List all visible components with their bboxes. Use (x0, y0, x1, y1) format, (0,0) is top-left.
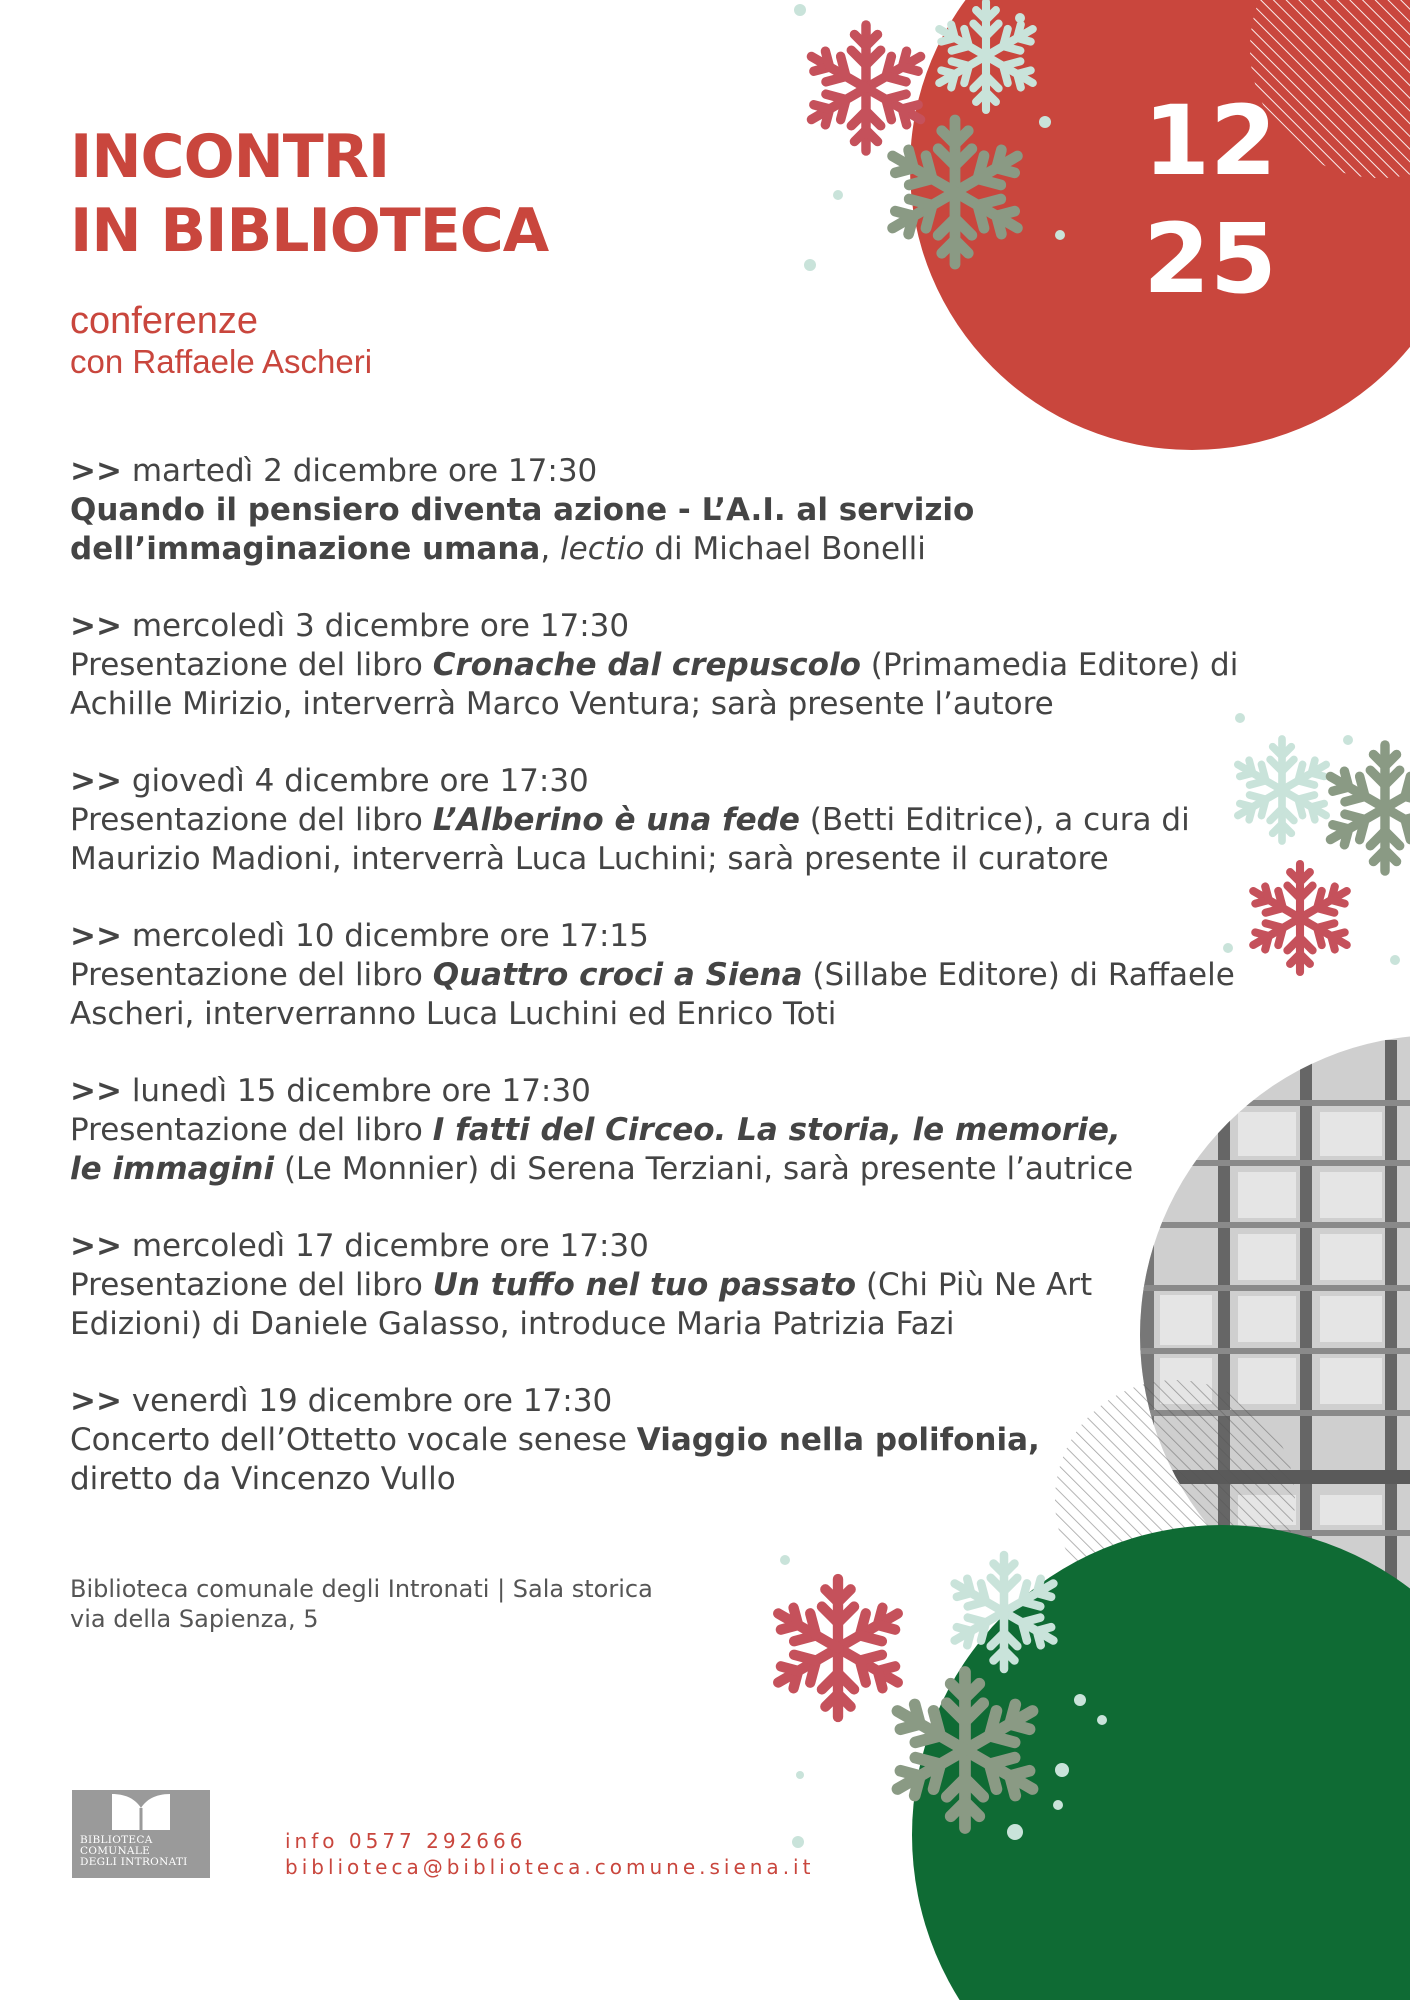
snowflake-icon (770, 1579, 906, 1717)
event-date-text: mercoledì 10 dicembre ore 17:15 (131, 918, 649, 954)
book-title: Quattro croci a Siena (432, 957, 803, 993)
book-title: I fatti del Circeo. La storia, le memorie, le immagini (70, 1112, 1121, 1187)
event-date-text: mercoledì 3 dicembre ore 17:30 (131, 608, 630, 644)
event-prefix: Presentazione del libro (70, 1267, 433, 1303)
title-line: IN BIBLIOTECA (70, 196, 549, 266)
arrow-marker: >> (70, 1383, 122, 1419)
event-item (70, 762, 1310, 879)
concert-title: Viaggio nella polifonia, (636, 1422, 1040, 1458)
event-title: Quando il pensiero diventa azione - L’A.I. al servizio dell’immaginazione umana (70, 492, 975, 567)
event-item (70, 917, 1310, 1034)
event-date-text: martedì 2 dicembre ore 17:30 (131, 453, 598, 489)
book-title: Cronache dal crepuscolo (432, 647, 861, 683)
event-details: diretto da Vincenzo Vullo (70, 1461, 456, 1497)
event-item (70, 1227, 1120, 1344)
event-type: lectio (560, 531, 645, 567)
book-title: Un tuffo nel tuo passato (432, 1267, 857, 1303)
event-date-text: mercoledì 17 dicembre ore 17:30 (131, 1228, 649, 1264)
book-title: L’Alberino è una fede (432, 802, 800, 838)
event-prefix: Concerto dell’Ottetto vocale senese (70, 1422, 637, 1458)
event-details: (Chi Più Ne Art Edizioni) di Daniele Galasso, introduce Maria Patrizia Fazi (70, 1267, 1093, 1342)
page-title (70, 120, 548, 268)
event-item (70, 452, 1310, 569)
venue-address: via della Sapienza, 5 (70, 1605, 319, 1633)
event-date (70, 607, 1310, 646)
event-list (70, 452, 1310, 1537)
event-prefix: Presentazione del libro (70, 1112, 433, 1148)
snowflake-icon (1323, 745, 1410, 871)
event-date (70, 452, 1310, 491)
event-date (70, 917, 1310, 956)
logo-line: BIBLIOTECA (80, 1834, 153, 1846)
event-item (70, 607, 1310, 724)
event-details: (Le Monnier) di Serena Terziani, sarà presente l’autrice (274, 1151, 1134, 1187)
library-logo (72, 1790, 210, 1878)
snowflake-icon (804, 25, 928, 151)
event-date-text: lunedì 15 dicembre ore 17:30 (131, 1073, 591, 1109)
event-prefix: Presentazione del libro (70, 647, 433, 683)
arrow-marker: >> (70, 453, 122, 489)
arrow-marker: >> (70, 608, 122, 644)
logo-line: COMUNALE (80, 1845, 151, 1857)
subtitle-line: con Raffaele Ascheri (70, 343, 373, 380)
event-date (70, 762, 1310, 801)
venue-info (70, 1574, 653, 1634)
arrow-marker: >> (70, 1228, 122, 1264)
subtitle-line: conferenze (70, 300, 259, 342)
date-badge (1110, 82, 1310, 318)
event-details: (Betti Editrice), a cura di Maurizio Madioni, interverrà Luca Luchini; sarà presente il curatore (70, 802, 1190, 877)
event-details: (Sillabe Editore) di Raffaele Ascheri, interverranno Luca Luchini ed Enrico Toti (70, 957, 1235, 1032)
event-date (70, 1382, 1110, 1421)
logo-text (80, 1835, 188, 1868)
event-details: (Primamedia Editore) di Achille Mirizio, interverrà Marco Ventura; sarà presente l’autore (70, 647, 1239, 722)
date-year: 25 (1143, 203, 1277, 315)
event-separator: , (540, 531, 561, 567)
venue-name: Biblioteca comunale degli Intronati | Sala storica (70, 1575, 653, 1603)
email-address[interactable]: biblioteca@biblioteca.comune.siena.it (285, 1855, 815, 1879)
arrow-marker: >> (70, 1073, 122, 1109)
event-details: di Michael Bonelli (644, 531, 926, 567)
event-date (70, 1227, 1120, 1266)
arrow-marker: >> (70, 918, 122, 954)
subtitle (70, 300, 372, 382)
arrow-marker: >> (70, 763, 122, 799)
event-date (70, 1072, 1160, 1111)
contact-info (285, 1828, 814, 1880)
title-line: INCONTRI (70, 122, 390, 192)
date-month: 12 (1143, 85, 1277, 197)
event-prefix: Presentazione del libro (70, 957, 433, 993)
logo-line: DEGLI INTRONATI (80, 1856, 188, 1868)
event-date-text: giovedì 4 dicembre ore 17:30 (131, 763, 589, 799)
event-prefix: Presentazione del libro (70, 802, 433, 838)
event-item (70, 1382, 1110, 1499)
phone-number: info 0577 292666 (285, 1829, 527, 1853)
event-item (70, 1072, 1160, 1189)
event-date-text: venerdì 19 dicembre ore 17:30 (131, 1383, 613, 1419)
